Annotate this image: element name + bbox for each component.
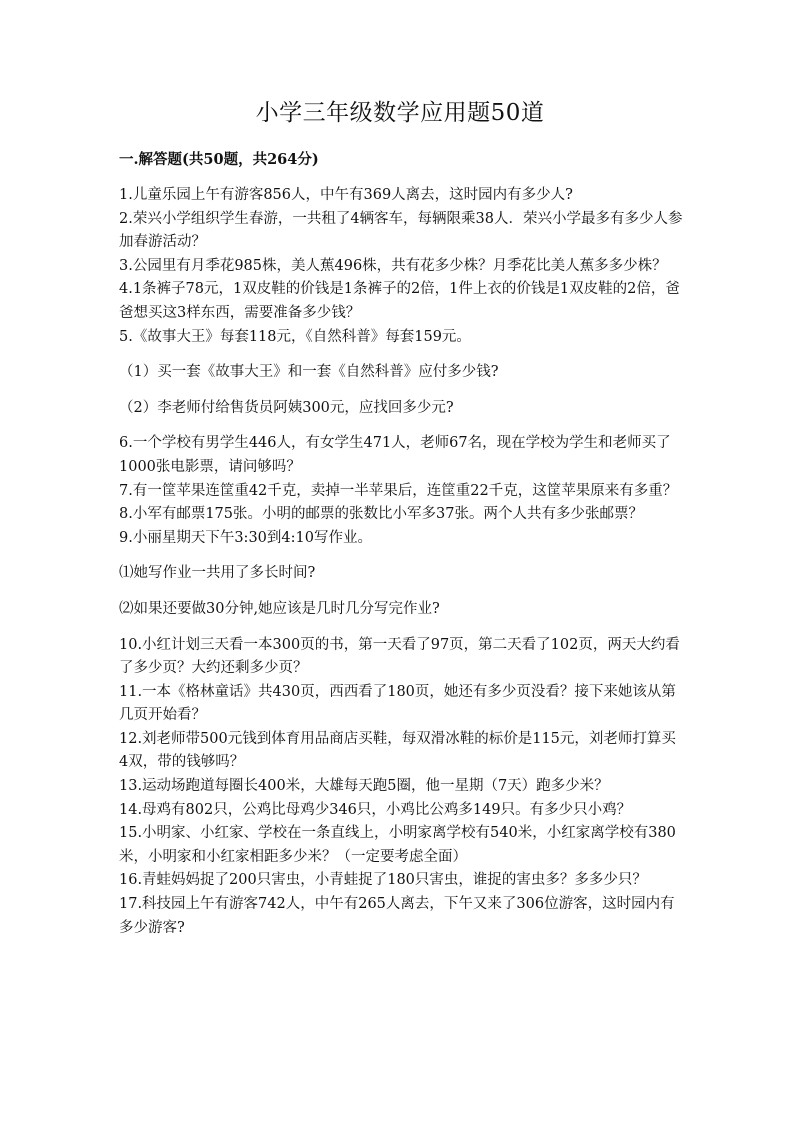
question-1: 1.儿童乐园上午有游客856人，中午有369人离去，这时园内有多少人? — [119, 187, 573, 203]
question-3: 3.公园里有月季花985株，美人蕉496株，共有花多少株？月季花比美人蕉多多少株？ — [119, 257, 667, 274]
question-17: 17.科技园上午有游客742人，中午有265人离去，下午又来了306位游客，这时园内有多少游客? — [119, 896, 675, 936]
question-14: 14.母鸡有802只，公鸡比母鸡少346只，小鸡比公鸡多149只。有多少只小鸡？ — [119, 801, 632, 818]
question-16: 16.青蛙妈妈捉了200只害虫，小青蛙捉了180只害虫，谁捉的害虫多？多多少只？ — [119, 872, 647, 889]
question-6: 6.一个学校有男学生446人，有女学生471人，老师67名，现在学校为学生和老师买了1000张电影票，请问够吗？ — [119, 435, 671, 475]
question-9-part-1: ⑴她写作业一共用了多长时间? — [119, 565, 316, 582]
question-15: 15.小明家、小红家、学校在一条直线上，小明家离学校有540米，小红家离学校有380米，小明家和小红家相距多少米？（一定要考虑全面） — [119, 825, 676, 865]
question-4: 4.1条裤子78元，1双皮鞋的价钱是1条裤子的2倍，1件上衣的价钱是1双皮鞋的2倍，爸爸想买这3样东西，需要准备多少钱？ — [119, 281, 680, 321]
question-12: 12.刘老师带500元钱到体育用品商店买鞋，每双滑冰鞋的标价是115元，刘老师打算买4双，带的钱够吗？ — [119, 730, 676, 771]
question-7: 7.有一筐苹果连筐重42千克，卖掉一半苹果后，连筐重22千克，这筐苹果原来有多重？ — [119, 482, 678, 499]
question-11: 11.一本《格林童话》共430页，西西看了180页，她还有多少页没看？接下来她该从第几页开始看？ — [119, 683, 676, 724]
question-9-part-2: ⑵如果还要做30分钟,她应该是几时几分写完作业? — [119, 600, 440, 617]
question-9: 9.小丽星期天下午3:30到4:10写作业。 — [119, 529, 372, 546]
question-2: 2.荣兴小学组织学生春游，一共租了4辆客车，每辆限乘38人．荣兴小学最多有多少人参加春游活动？ — [119, 210, 683, 251]
question-5-part-2: （2）李老师付给售货员阿姨300元，应找回多少元? — [119, 399, 454, 416]
question-13: 13.运动场跑道每圈长400米，大雄每天跑5圈，他一星期（7天）跑多少米？ — [119, 778, 609, 795]
question-5: 5.《故事大王》每套118元，《自然科普》每套159元。 — [119, 328, 471, 345]
question-10: 10.小红计划三天看一本300页的书，第一天看了97页，第二天看了102页，两天大约看了多少页？大约还剩多少页？ — [119, 636, 680, 677]
section-heading: 一.解答题(共50题，共264分) — [119, 151, 319, 168]
question-list — [119, 184, 684, 940]
question-8: 8.小军有邮票175张。小明的邮票的张数比小军多37张。两个人共有多少张邮票？ — [119, 506, 643, 523]
page-title: 小学三年级数学应用题50道 — [255, 100, 545, 126]
question-5-part-1: （1）买一套《故事大王》和一套《自然科普》应付多少钱? — [119, 364, 499, 381]
